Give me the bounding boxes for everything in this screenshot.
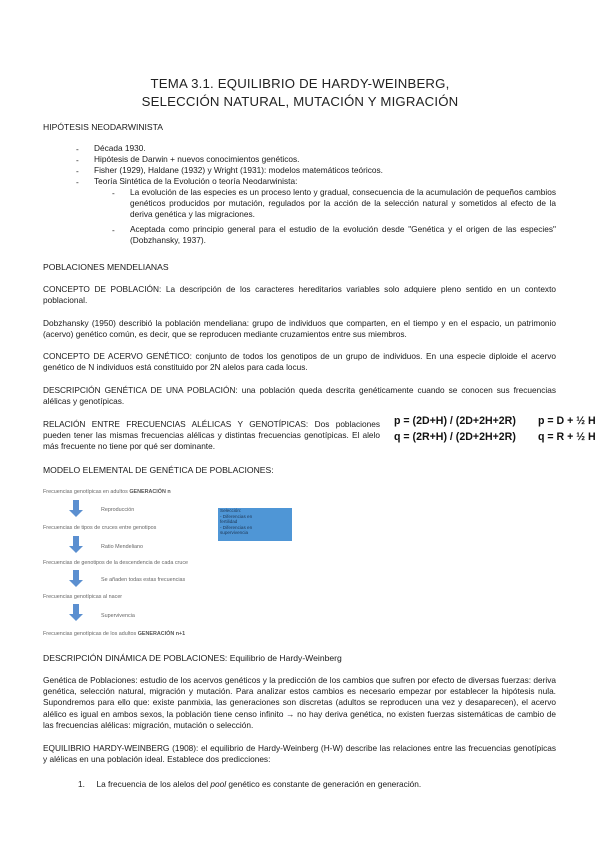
selection-box-line: - Diferencias en [220,524,253,530]
selection-box-line: supervivencia [220,530,249,536]
sub-bullet-dash: - [112,188,115,198]
hipotesis-subitem-2: Aceptada como principio general para el estudio de la evolución desde "Genética y el origen de las especies" (Dobzhansky, 1937). [130,224,556,246]
formula-q-short: q = R + ½ H [538,431,596,443]
heading-modelo-elemental: MODELO ELEMENTAL DE GENÉTICA DE POBLACIONES: [43,465,274,475]
selection-box-line: fertilidad [220,519,238,525]
diagram-step-cross-frequencies: Frecuencias de tipos de cruces entre genotipos [43,525,157,531]
sub-bullet-dash: - [112,225,115,235]
heading-hipotesis: HIPÓTESIS NEODARWINISTA [43,122,164,132]
diagram-step-survival: Supervivencia [101,613,135,619]
selection-box-line: Selección: [220,508,242,513]
formula-q-full: q = (2R+H) / (2D+2H+2R) [394,431,516,443]
down-arrow-icon [73,536,79,546]
formula-p-full: p = (2D+H) / (2D+2H+2R) [394,415,516,427]
document-title-line-2: SELECCIÓN NATURAL, MUTACIÓN Y MIGRACIÓN [141,94,459,109]
selection-box-line: - Diferencias en [220,513,253,519]
prediction-1: 1. La frecuencia de los alelos del pool genético es constante de generación en generación. [78,779,422,789]
paragraph-acervo-genetico: CONCEPTO DE ACERVO GENÉTICO: conjunto de todos los genotipos de un grupo de individuos. En una especie diploide el acervo genético de N individuos está constituido por 2N alelos para cada locus. [43,351,556,373]
diagram-step-next-generation: Frecuencias genotípicas de los adultos GENERACIÓN n+1 [43,631,186,637]
diagram-step-birth-frequencies: Frecuencias genotípicas al nacer [43,594,123,600]
down-arrow-icon [73,570,79,580]
document-title-line-1: TEMA 3.1. EQUILIBRIO DE HARDY-WEINBERG, [150,76,450,91]
population-genetics-diagram [43,486,293,642]
hipotesis-item-4: Teoría Sintética de la Evolución o teoría Neodarwinista: [94,176,298,186]
diagram-step-reproduction: Reproducción [101,507,135,513]
paragraph-dobzhansky: Dobzhansky (1950) describió la población mendeliana: grupo de individuos que comparten, en el tiempo y en el espacio, un patrimonio (acervo) genético común, es decir, que se reproducen mediante cruzamientos entre sus miembros. [43,318,556,340]
hipotesis-subitem-1: La evolución de las especies es un proceso lento y gradual, consecuencia de la acumulación de pequeños cambios genéticos producidos por mutación, regulados por la acción de la selección natural y sometidos al efecto de la deriva genética y las migraciones. [130,187,556,220]
heading-poblaciones-mendelianas: POBLACIONES MENDELIANAS [43,262,169,272]
bullet-dash: - [76,166,79,176]
down-arrow-icon [73,604,79,614]
heading-descripcion-dinamica: DESCRIPCIÓN DINÁMICA DE POBLACIONES: Equilibrio de Hardy-Weinberg [43,653,342,663]
hipotesis-item-3: Fisher (1929), Haldane (1932) y Wright (1931): modelos matemáticos teóricos. [94,165,383,175]
paragraph-concepto-poblacion: CONCEPTO DE POBLACIÓN: La descripción de los caracteres hereditarios variables solo adquiere pleno sentido en un contexto poblacional. [43,284,556,306]
paragraph-genetica-poblaciones: Genética de Poblaciones: estudio de los acervos genéticos y la predicción de los cambios que sufren por efecto de diversas fuerzas: deriva genética, selección natural, migración y mutación. Para analizar estos cambios es necesario empezar por establecer la hipótesis nula. Supondremos para ello que: existe panmixia, las generaciones son discretas (adultos se reproducen una vez y desaparecen), el acervo alélico es igual en ambos sexos, la población tiene censo infinito → no hay deriva genética, no existen fuerzas sistemáticas de cambio de las frecuencias alélicas: migración, mutación o selección. [43,675,556,730]
diagram-step-adult-frequencies: Frecuencias genotípicas en adultos GENERACIÓN n [43,489,171,495]
selection-box [218,508,292,541]
diagram-step-sum-frequencies: Se añaden todas estas frecuencias [101,577,186,583]
paragraph-descripcion-genetica: DESCRIPCIÓN GENÉTICA DE UNA POBLACIÓN: una población queda descrita genéticamente cuando se conocen sus frecuencias alélicas y genotípicas. [43,385,556,407]
down-arrow-icon [73,500,79,510]
paragraph-relacion-frecuencias: RELACIÓN ENTRE FRECUENCIAS ALÉLICAS Y GENOTÍPICAS: Dos poblaciones pueden tener las mismas frecuencias alélicas y distintas frecuencias genotípicas. El alelo más frecuente no tiene por qué ser dominante. [43,419,380,452]
diagram-step-mendelian-ratio: Ratio Mendeliano [101,544,143,550]
bullet-dash: - [76,144,79,154]
bullet-dash: - [76,177,79,187]
hipotesis-item-1: Década 1930. [94,143,146,153]
hipotesis-item-2: Hipótesis de Darwin + nuevos conocimientos genéticos. [94,154,300,164]
formula-p-short: p = D + ½ H [538,415,596,427]
paragraph-equilibrio-hardy-weinberg: EQUILIBRIO HARDY-WEINBERG (1908): el equilibrio de Hardy-Weinberg (H-W) describe las relaciones entre las frecuencias genotípicas y alélicas en una población ideal. Establece dos predicciones: [43,743,556,765]
diagram-step-offspring-genotypes: Frecuencias de genotipos de la descendencia de cada cruce [43,560,189,566]
bullet-dash: - [76,155,79,165]
